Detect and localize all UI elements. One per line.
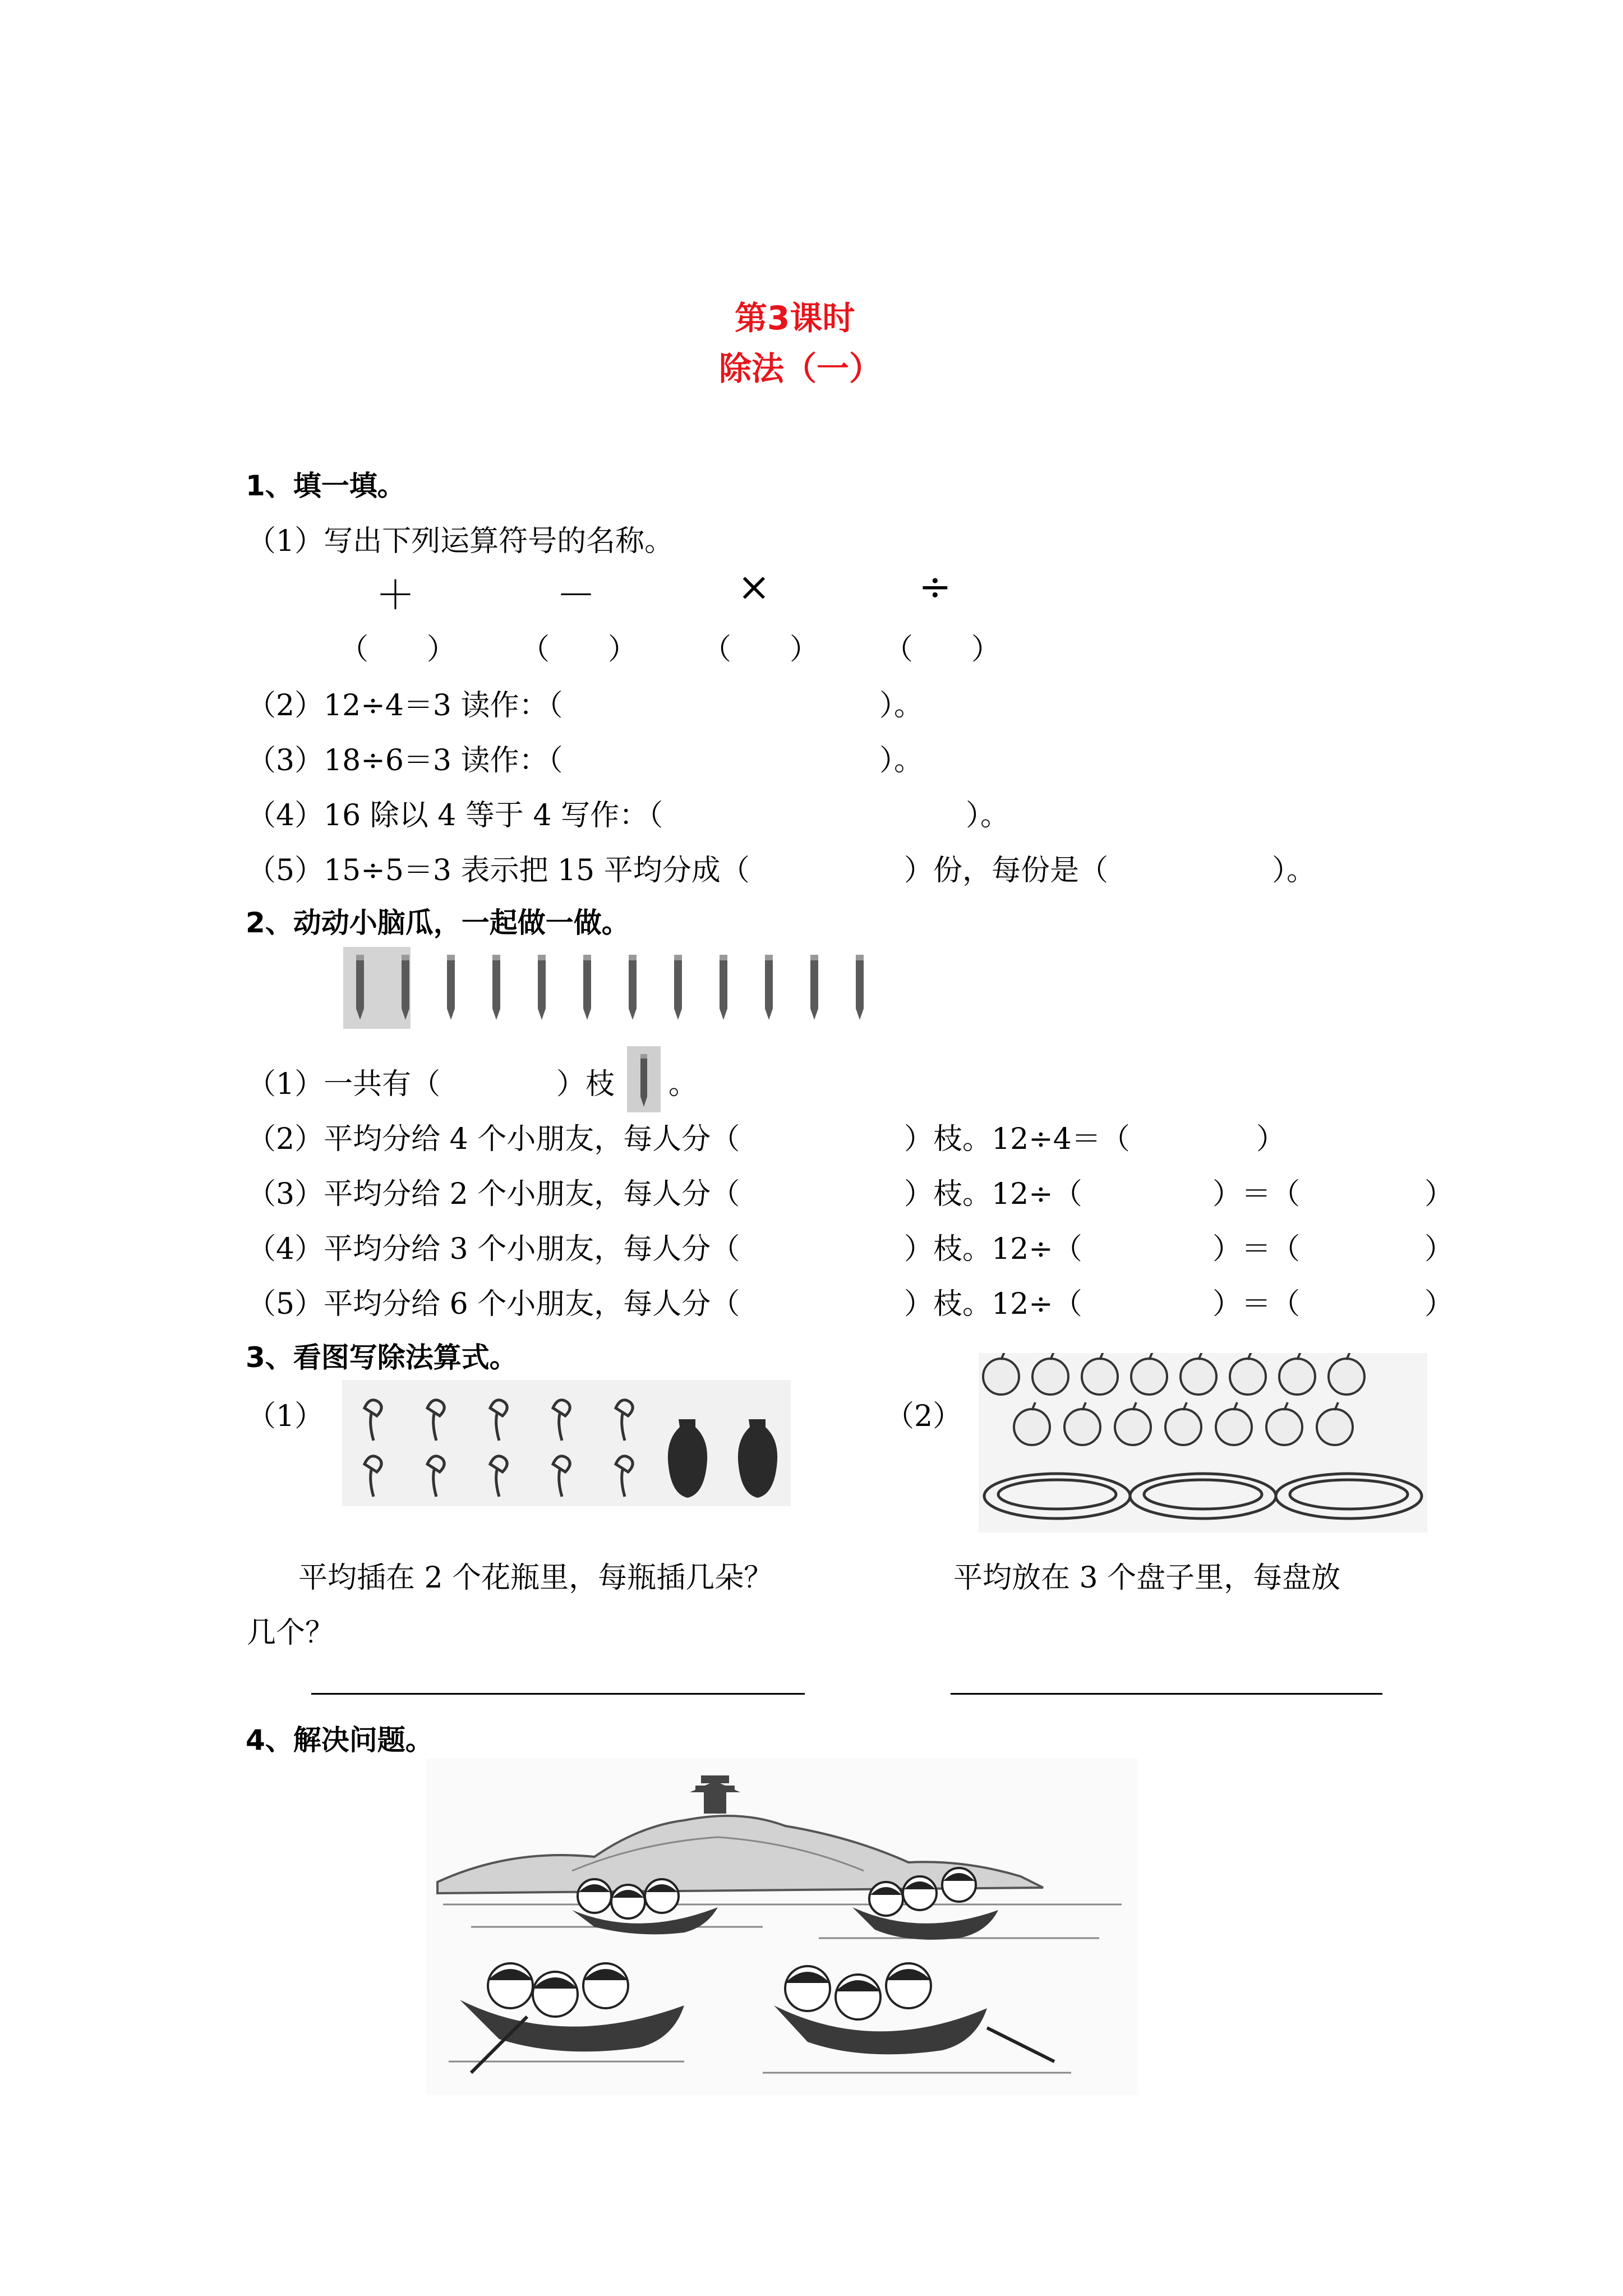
q2-row-end: ） xyxy=(1424,1232,1454,1266)
lesson-number: 第3课时 xyxy=(735,299,855,337)
pencil-icon xyxy=(629,955,637,1020)
pencil-icon xyxy=(765,955,773,1020)
apples-plates-illustration xyxy=(979,1353,1427,1533)
answer-line[interactable] xyxy=(311,1693,805,1695)
pencils-illustration xyxy=(343,947,882,1029)
q2-row-eq: ）＝（ xyxy=(1212,1287,1301,1321)
q2-sub1-mid: ）枝 xyxy=(556,1068,615,1101)
q1-heading: 1、填一填。 xyxy=(246,470,405,502)
pencil-icon xyxy=(356,955,364,1020)
page-title: 除法（一） xyxy=(719,349,882,388)
q2-row-end: ） xyxy=(1424,1287,1454,1321)
q2-row-mid: ）枝。12÷4＝（ xyxy=(904,1122,1130,1156)
q3-text-2: 平均放在 3 个盘子里，每盘放 xyxy=(953,1561,1341,1595)
pencil-icon xyxy=(720,955,727,1020)
answer-blank[interactable]: （ ） xyxy=(884,633,1001,666)
pencil-icon xyxy=(447,955,455,1020)
q1-sub3: （3）18÷6＝3 读作：（ xyxy=(247,744,563,777)
pencil-icon xyxy=(492,955,500,1020)
q2-sub1: （1）一共有（ xyxy=(247,1068,441,1101)
pencil-icon xyxy=(627,1046,661,1112)
q2-row-eq: ）＝（ xyxy=(1212,1232,1301,1266)
q1-sub3-end: ）。 xyxy=(879,744,924,777)
answer-blank[interactable]: （ ） xyxy=(339,633,457,666)
q2-row: （5）平均分给 6 个小朋友，每人分（ xyxy=(247,1287,740,1321)
q2-sub1-end: 。 xyxy=(668,1068,698,1101)
q2-row-end: ） xyxy=(1256,1122,1286,1156)
q2-row: （3）平均分给 2 个小朋友，每人分（ xyxy=(247,1177,740,1211)
q2-row: （4）平均分给 3 个小朋友，每人分（ xyxy=(247,1232,740,1266)
pencil-icon xyxy=(856,955,864,1020)
answer-line[interactable] xyxy=(951,1693,1382,1695)
q2-row-mid: ）枝。12÷（ xyxy=(904,1287,1082,1321)
plus-symbol: ＋ xyxy=(376,572,415,618)
q2-row-end: ） xyxy=(1424,1177,1454,1211)
q1-sub5-mid: ）份，每份是（ xyxy=(904,854,1109,887)
flowers-vases-illustration xyxy=(342,1380,791,1506)
q2-row-mid: ）枝。12÷（ xyxy=(904,1177,1082,1211)
q1-sub2-end: ）。 xyxy=(879,689,924,723)
pencil-icon xyxy=(402,955,409,1020)
times-symbol: × xyxy=(737,564,771,610)
q1-sub2: （2）12÷4＝3 读作：（ xyxy=(247,689,563,723)
q3-text-3: 几个？ xyxy=(247,1616,335,1650)
q1-sub5: （5）15÷5＝3 表示把 15 平均分成（ xyxy=(247,854,750,887)
q2-row: （2）平均分给 4 个小朋友，每人分（ xyxy=(247,1122,740,1156)
boats-illustration xyxy=(426,1759,1138,2095)
pencil-icon xyxy=(674,955,682,1020)
q1-sub1: （1）写出下列运算符号的名称。 xyxy=(247,524,674,558)
minus-symbol: － xyxy=(556,572,596,618)
answer-blank[interactable]: （ ） xyxy=(702,633,819,666)
q3-label-2: （2） xyxy=(885,1400,962,1433)
divide-symbol: ÷ xyxy=(919,564,952,610)
q3-text-1: 平均插在 2 个花瓶里，每瓶插几朵？ xyxy=(298,1561,773,1595)
q1-sub4-end: ）。 xyxy=(966,799,1010,832)
q3-heading: 3、看图写除法算式。 xyxy=(246,1341,518,1374)
pencil-icon xyxy=(583,955,591,1020)
q3-label-1: （1） xyxy=(247,1400,324,1433)
pencil-icon xyxy=(538,955,546,1020)
pencil-icon xyxy=(810,955,818,1020)
q2-row-eq: ）＝（ xyxy=(1212,1177,1301,1211)
q2-heading: 2、动动小脑瓜，一起做一做。 xyxy=(246,907,630,939)
q2-row-mid: ）枝。12÷（ xyxy=(904,1232,1082,1266)
q1-sub4: （4）16 除以 4 等于 4 写作：（ xyxy=(247,799,663,832)
q4-heading: 4、解决问题。 xyxy=(246,1724,434,1756)
q1-sub5-end: ）。 xyxy=(1272,854,1316,887)
answer-blank[interactable]: （ ） xyxy=(520,633,638,666)
